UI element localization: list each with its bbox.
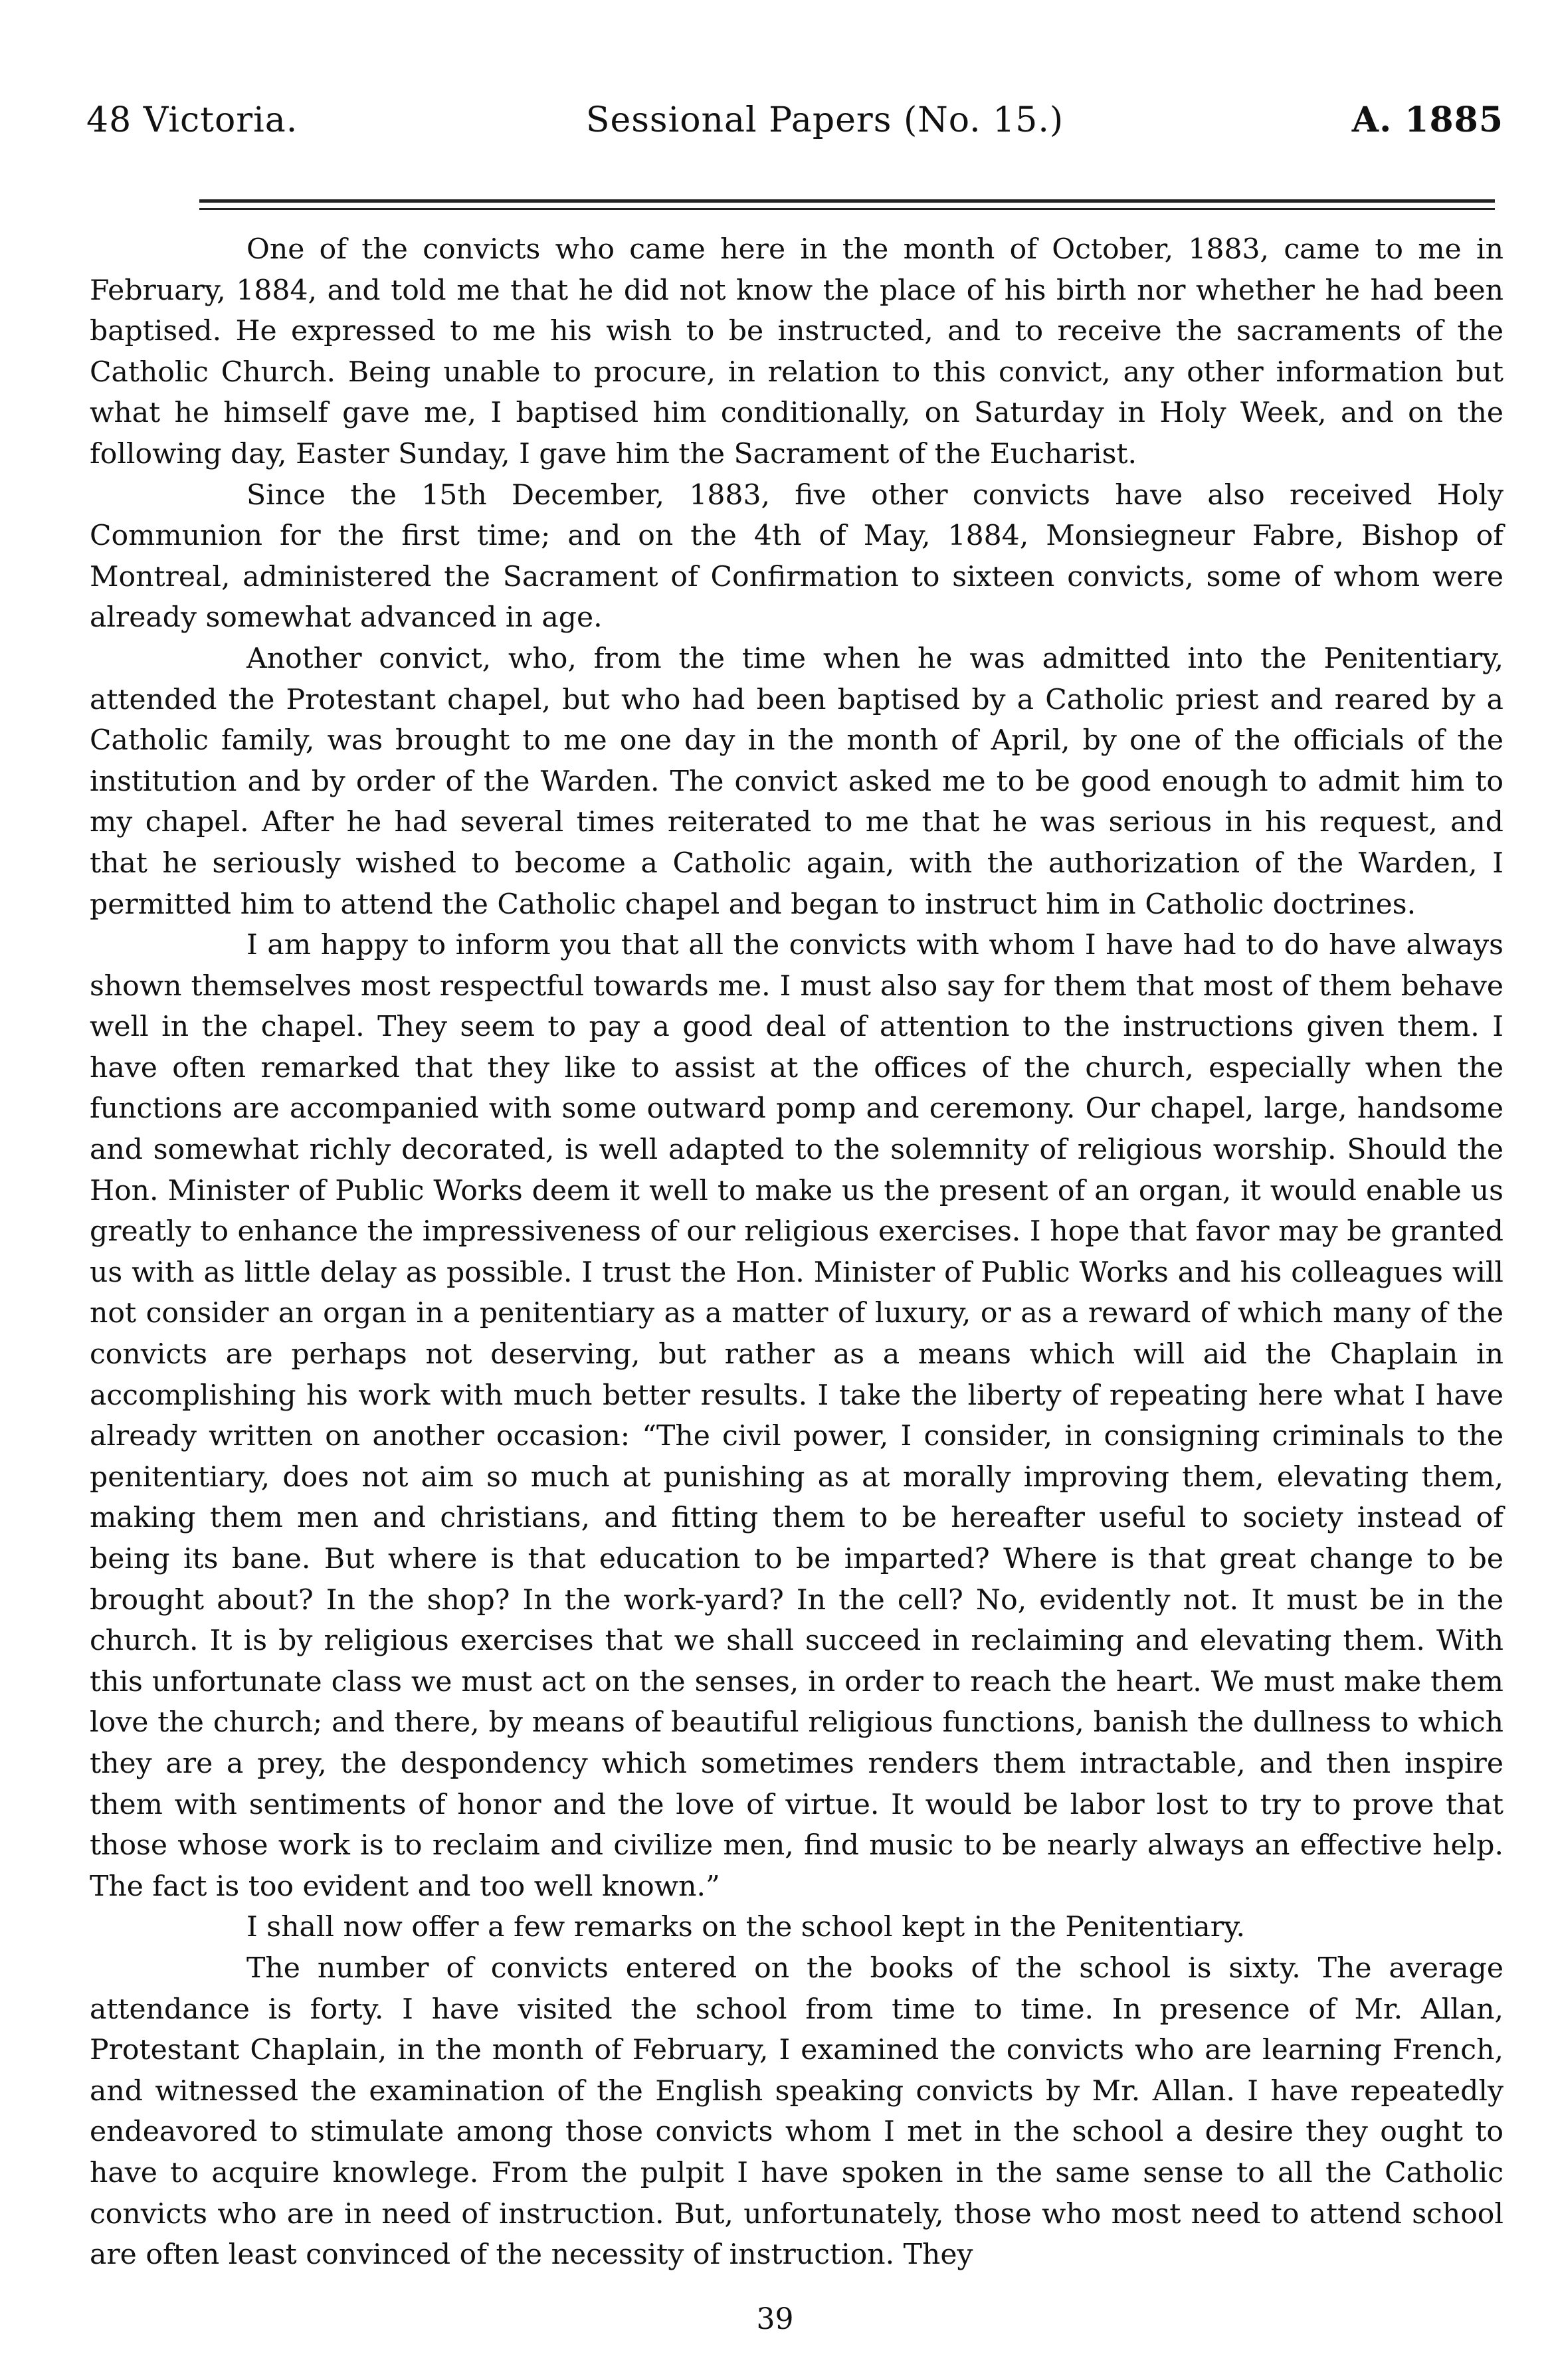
paragraph-3: Another convict, who, from the time when he was admitted into the Penitentiary, attended the Protestant chapel, but who had been baptised by a Catholic priest and reared by a Catholic family, was brought to me one day in the month of April, by one of the officials of the institution and by order of the Warden. The convict asked me to be good enough to admit him to my chapel. After he had several times reiterated to me that he was serious in his request, and that he seriously wished to become a Catholic again, with the authorization of the Warden, I permitted him to attend the Catholic chapel and began to instruct him in Catholic doctrines.	[90, 642, 1503, 921]
running-header	[86, 100, 1503, 159]
paragraph-1: One of the convicts who came here in the month of October, 1883, came to me in February, 1884, and told me that he did not know the place of his birth nor whether he had been baptised. He expressed to me his wish to be instructed, and to receive the sacraments of the Catholic Church. Being unable to procure, in relation to this convict, any other information but what he himself gave me, I baptised him conditionally, on Saturday in Holy Week, and on the following day, Easter Sunday, I gave him the Sacrament of the Eucharist.	[90, 233, 1503, 470]
paragraph-2: Since the 15th December, 1883, five other convicts have also received Holy Communion for the first time; and on the 4th of May, 1884, Monsiegneur Fabre, Bishop of Montreal, administered the Sacrament of Confirmation to sixteen convicts, some of whom were already somewhat advanced in age.	[90, 478, 1503, 635]
header-rule-thick	[199, 199, 1495, 203]
header-title: Sessional Papers (No. 15.)	[585, 100, 1064, 140]
page-number: 39	[756, 2302, 794, 2336]
header-volume: 48 Victoria.	[86, 100, 298, 140]
body-text	[90, 229, 1503, 2276]
paragraph-5: I shall now offer a few remarks on the school kept in the Penitentiary.	[246, 1911, 1245, 1944]
header-year: A. 1885	[1351, 100, 1503, 140]
header-rule-thin	[199, 208, 1495, 210]
paragraph-6: The number of convicts entered on the books of the school is sixty. The average attendance is forty. I have visited the school from time to time. In presence of Mr. Allan, Protestant Chaplain, in the month of February, I examined the convicts who are learning French, and witnessed the examination of the English speaking convicts by Mr. Allan. I have repeatedly endeavored to stimulate among those convicts whom I met in the school a desire they ought to have to acquire knowlege. From the pulpit I have spoken in the same sense to all the Catholic convicts who are in need of instruction. But, unfortunately, those who most need to attend school are often least convinced of the necessity of instruction. They	[90, 1951, 1503, 2272]
paragraph-4: I am happy to inform you that all the convicts with whom I have had to do have always shown themselves most respectful towards me. I must also say for them that most of them behave well in the chapel. They seem to pay a good deal of attention to the instructions given them. I have often remarked that they like to assist at the offices of the church, especially when the functions are accompanied with some outward pomp and ceremony. Our chapel, large, handsome and somewhat richly decorated, is well adapted to the solemnity of religious worship. Should the Hon. Minister of Public Works deem it well to make us the present of an organ, it would enable us greatly to enhance the impressiveness of our religious exercises. I hope that favor may be granted us with as little delay as possible. I trust the Hon. Minister of Public Works and his colleagues will not consider an organ in a penitentiary as a matter of luxury, or as a reward of which many of the convicts are perhaps not deserving, but rather as a means which will aid the Chaplain in accomplishing his work with much better results. I take the liberty of repeating here what I have already written on another occasion: “The civil power, I consider, in consigning criminals to the penitentiary, does not aim so much at punishing as at morally improving them, elevating them, making them men and christians, and fitting them to be hereafter useful to society instead of being its bane. But where is that education to be imparted? Where is that great change to be brought about? In the shop? In the work-yard? In the cell? No, evidently not. It must be in the church. It is by religious exercises that we shall succeed in reclaiming and elevating them. With this unfortunate class we must act on the senses, in order to reach the heart. We must make them love the church; and there, by means of beautiful religious functions, banish the dullness to which they are a prey, the despondency which sometimes renders them intractable, and then inspire them with sentiments of honor and the love of virtue. It would be labor lost to try to prove that those whose work is to reclaim and civilize men, find music to be nearly always an effective help. The fact is too evident and too well known.”	[90, 929, 1503, 1903]
